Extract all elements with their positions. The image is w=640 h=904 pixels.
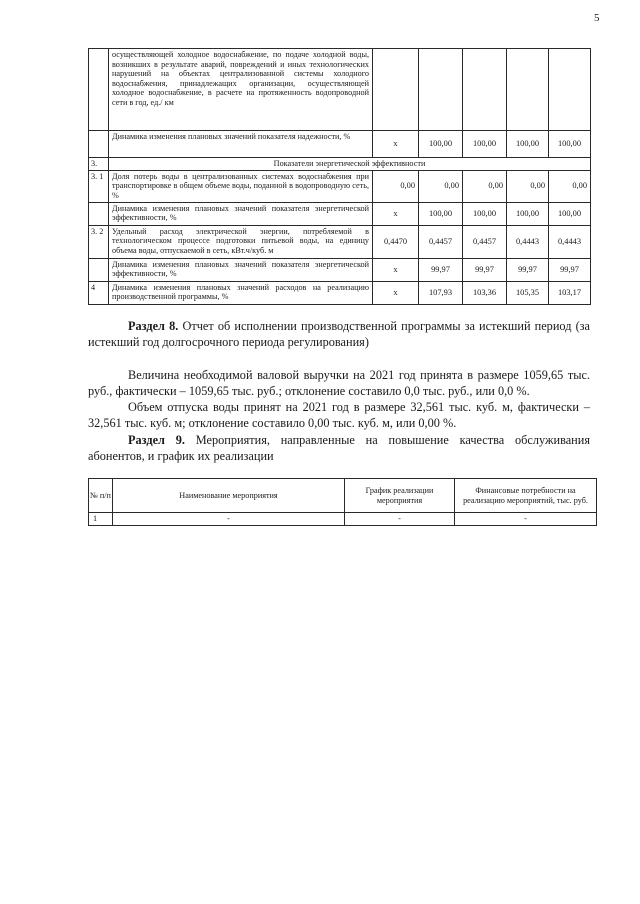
table-row <box>89 258 591 281</box>
water-volume-paragraph: Объем отпуска воды принят на 2021 год в размере 32,561 тыс. куб. м, фактически – 32,561 тыс. куб. м; отклонение составило 0,00 тыс. куб. м, или 0,00 %. <box>88 400 590 430</box>
section-title: Показатели энергетической эффективности <box>109 158 591 171</box>
value-cell <box>549 49 591 131</box>
value-cell: 103,17 <box>549 281 591 304</box>
value-cell: 100,00 <box>549 202 591 225</box>
value-cell <box>419 49 463 131</box>
indicator-description: Доля потерь воды в централизованных системах водоснабжения при транспортировке в общем объеме воды, поданной в водопроводную сеть, % <box>109 170 373 202</box>
page-number: 5 <box>594 12 600 24</box>
section-8-label: Раздел 8. <box>128 319 179 333</box>
value-cell: 0,4470 <box>373 225 419 258</box>
value-cell: х <box>373 131 419 158</box>
table-row <box>89 225 591 258</box>
table-header-row <box>89 479 597 513</box>
value-cell: 100,00 <box>419 131 463 158</box>
section-8-title: Отчет об исполнении производственной программы за истекший период (за истекший год долгосрочного периода регулирования) <box>88 319 590 349</box>
column-header: Наименование мероприятия <box>113 479 345 513</box>
value-cell <box>463 49 507 131</box>
row-number-cell <box>89 49 109 131</box>
row-number-cell: 4 <box>89 281 109 304</box>
column-header: График реализации мероприятия <box>345 479 455 513</box>
value-cell <box>507 49 549 131</box>
section-header-row <box>89 158 591 171</box>
section-9 <box>88 432 590 464</box>
table-row <box>89 131 591 158</box>
indicators-table <box>88 48 591 305</box>
table-cell: - <box>113 513 345 526</box>
value-cell: х <box>373 202 419 225</box>
value-cell: 0,4443 <box>549 225 591 258</box>
row-number-cell: 1 <box>89 513 113 526</box>
events-table <box>88 478 597 526</box>
column-header: № п/п <box>89 479 113 513</box>
row-number-cell: 3. 1 <box>89 170 109 202</box>
table-row <box>89 513 597 526</box>
value-cell: 100,00 <box>549 131 591 158</box>
indicator-description: Динамика изменения плановых значений расходов на реализацию производственной программы, % <box>109 281 373 304</box>
value-cell: 103,36 <box>463 281 507 304</box>
section-8 <box>88 318 590 350</box>
indicator-description: осуществляющей холодное водоснабжение, по подаче холодной воды, возникших в результате аварий, повреждений и иных технологических нарушений на объектах централизованной системы холодного водоснабжения, принадлежащих организации, осуществляющей холодное водоснабжение, в расчете на протяженность водопроводной сети в год, ед./ км <box>109 49 373 131</box>
value-cell: 100,00 <box>507 131 549 158</box>
value-cell: х <box>373 258 419 281</box>
table-cell: - <box>455 513 597 526</box>
value-cell: х <box>373 281 419 304</box>
table-row <box>89 202 591 225</box>
value-cell: 0,00 <box>507 170 549 202</box>
value-cell: 99,97 <box>419 258 463 281</box>
section-9-title: Мероприятия, направленные на повышение качества обслуживания абонентов, и график их реализации <box>88 433 590 463</box>
value-cell: 100,00 <box>507 202 549 225</box>
value-cell: 100,00 <box>463 202 507 225</box>
table-row <box>89 170 591 202</box>
indicator-description: Динамика изменения плановых значений показателя надежности, % <box>109 131 373 158</box>
revenue-paragraph: Величина необходимой валовой выручки на 2021 год принята в размере 1059,65 тыс. руб., фактически – 1059,65 тыс. руб.; отклонение составило 0,0 тыс. руб., или 0,0 %. <box>88 368 590 398</box>
row-number-cell: 3. 2 <box>89 225 109 258</box>
value-cell: 99,97 <box>463 258 507 281</box>
table-cell: - <box>345 513 455 526</box>
value-cell: 100,00 <box>419 202 463 225</box>
row-number-cell: 3. <box>89 158 109 171</box>
column-header: Финансовые потребности на реализацию мероприятий, тыс. руб. <box>455 479 597 513</box>
value-cell: 107,93 <box>419 281 463 304</box>
value-cell: 0,4457 <box>463 225 507 258</box>
indicator-description: Динамика изменения плановых значений показателя энергетической эффективности, % <box>109 202 373 225</box>
section-9-heading <box>88 432 590 464</box>
table-row <box>89 281 591 304</box>
value-cell: 0,4443 <box>507 225 549 258</box>
value-cell: 0,00 <box>549 170 591 202</box>
table-row <box>89 49 591 131</box>
value-cell <box>373 49 419 131</box>
value-cell: 100,00 <box>463 131 507 158</box>
section-8-heading <box>88 318 590 350</box>
value-cell: 0,4457 <box>419 225 463 258</box>
value-cell: 0,00 <box>373 170 419 202</box>
indicator-description: Динамика изменения плановых значений показателя энергетической эффективности, % <box>109 258 373 281</box>
section-9-label: Раздел 9. <box>128 433 185 447</box>
value-cell: 99,97 <box>549 258 591 281</box>
value-cell: 105,35 <box>507 281 549 304</box>
section-8-body <box>88 367 590 431</box>
indicator-description: Удельный расход электрической энергии, потребляемой в технологическом процессе подготовки питьевой воды, на единицу объема воды, отпускаемой в сеть, кВт.ч/куб. м <box>109 225 373 258</box>
value-cell: 0,00 <box>419 170 463 202</box>
value-cell: 99,97 <box>507 258 549 281</box>
value-cell: 0,00 <box>463 170 507 202</box>
